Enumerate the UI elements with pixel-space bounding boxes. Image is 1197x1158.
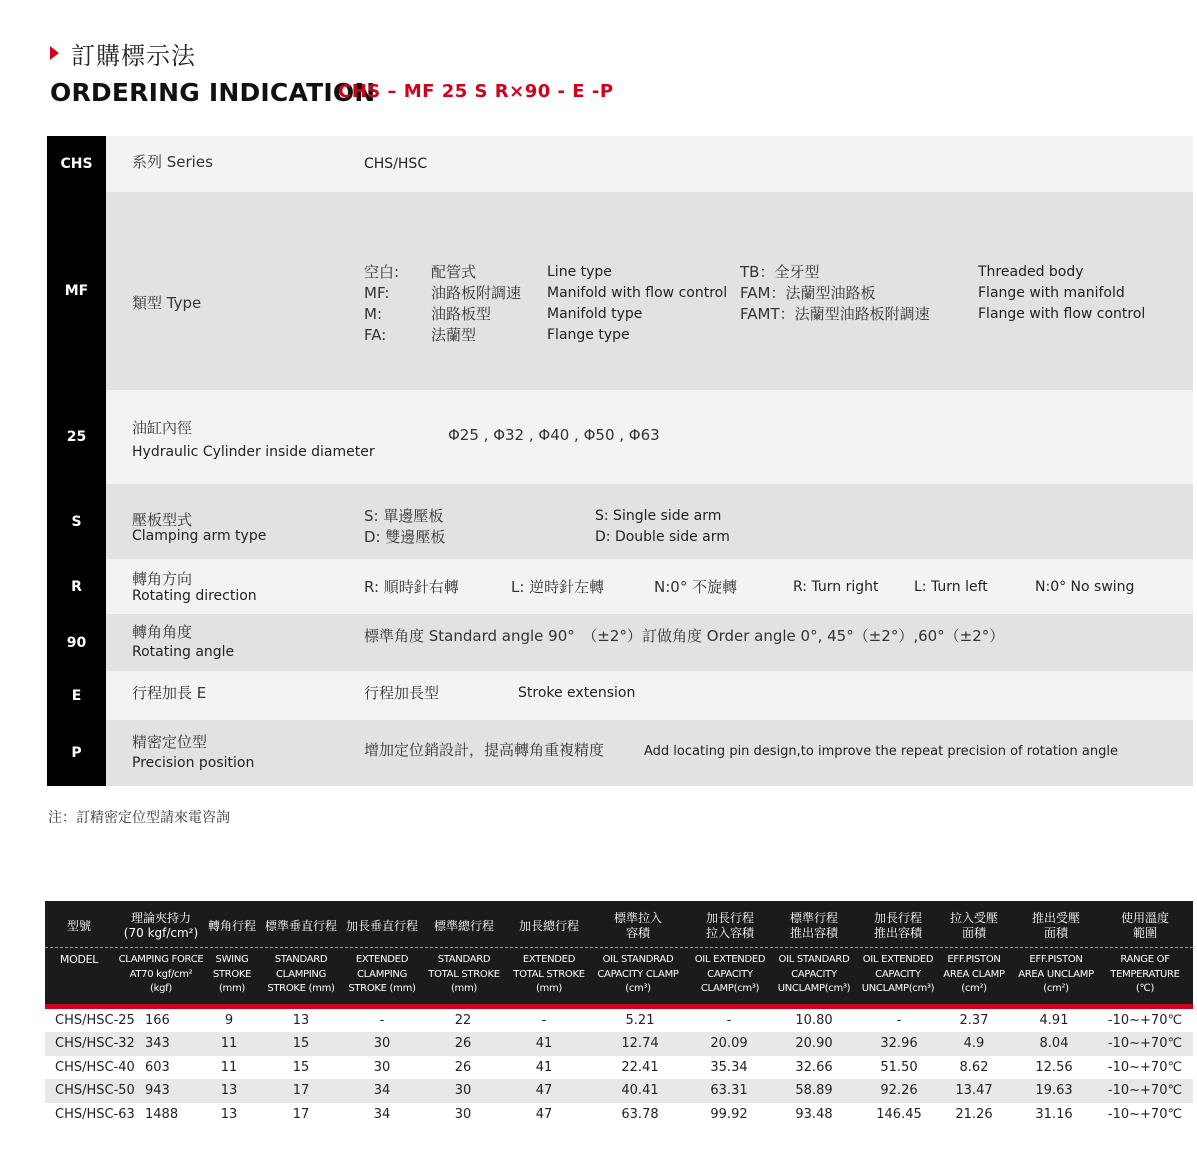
ordering-row-precision (47, 720, 1193, 786)
table-cell: 51.50 (880, 1059, 918, 1075)
row-label-cn: 轉角角度 (132, 623, 193, 641)
type-key: FA: (364, 326, 387, 344)
header-divider (45, 947, 1193, 948)
column-header-en: OIL STANDARD CAPACITY UNCLAMP(cm³) (777, 954, 851, 994)
page-title: ORDERING INDICATION (50, 78, 376, 107)
type-cn: 油路板型 (431, 305, 492, 323)
table-cell: 4.9 (963, 1036, 985, 1052)
type-key: 空白: (364, 263, 400, 281)
column-header-en: EFF.PISTON AREA UNCLAMP (cm²) (1018, 954, 1094, 994)
table-row (45, 1009, 1193, 1032)
model-cell: CHS/HSC-50 (55, 1083, 135, 1099)
row-code: MF (47, 192, 106, 390)
red-triangle-icon (50, 46, 59, 60)
table-cell: 12.74 (621, 1036, 659, 1052)
arm-en: S: Single side arm (595, 508, 722, 524)
table-cell: 146.45 (876, 1106, 922, 1122)
column-header-cn: 轉角行程 (207, 918, 256, 933)
table-cell: 58.89 (795, 1083, 833, 1099)
column-header-en: STANDARD CLAMPING STROKE (mm) (267, 954, 335, 994)
column-header-cn: 使用溫度 範圍 (1120, 911, 1169, 940)
type-cn: 配管式 (431, 263, 477, 281)
table-cell: 47 (535, 1083, 553, 1099)
table-cell: 943 (145, 1083, 170, 1099)
table-cell: 2.37 (959, 1013, 989, 1028)
column-header-en: SWING STROKE (mm) (212, 954, 252, 994)
table-cell: 8.62 (959, 1059, 989, 1075)
table-cell: 32.96 (880, 1036, 918, 1052)
table-cell: -10~+70℃ (1107, 1083, 1183, 1099)
row-code: P (47, 720, 106, 786)
row-code: CHS (47, 136, 106, 192)
table-cell: 11 (220, 1059, 238, 1075)
column-header-cn: 標準行程 推出容積 (789, 911, 838, 940)
table-cell: 26 (454, 1036, 472, 1052)
table-cell: 10.80 (795, 1013, 833, 1028)
column-header-cn: 加長行程 推出容積 (873, 911, 922, 940)
table-cell: - (896, 1013, 902, 1028)
table-cell: 5.21 (625, 1013, 655, 1028)
table-cell: - (541, 1013, 547, 1028)
table-cell: -10~+70℃ (1107, 1036, 1183, 1052)
model-cell: CHS/HSC-25 (55, 1013, 135, 1028)
row-label-en: Precision position (132, 755, 255, 771)
column-header-cn: 加長總行程 (518, 918, 579, 933)
type-en: Threaded body (978, 264, 1084, 280)
stroke-cn: 行程加長型 (364, 684, 440, 702)
table-cell: 47 (535, 1106, 553, 1122)
direction-option: R: Turn right (793, 579, 879, 595)
section-heading (50, 38, 196, 68)
table-cell: 41 (535, 1036, 553, 1052)
table-cell: - (379, 1013, 385, 1028)
table-cell: -10~+70℃ (1107, 1059, 1183, 1075)
ordering-row-stroke (47, 671, 1193, 720)
type-en: Manifold type (547, 306, 643, 322)
table-cell: -10~+70℃ (1107, 1013, 1183, 1028)
table-cell: 19.63 (1035, 1083, 1073, 1099)
type-cn: TB：全牙型 (740, 263, 820, 281)
table-cell: 17 (292, 1083, 310, 1099)
column-header-en: OIL EXTENDED CAPACITY CLAMP(cm³) (694, 954, 766, 994)
table-cell: -10~+70℃ (1107, 1106, 1183, 1122)
note-text: 注：訂精密定位型請來電咨詢 (48, 810, 230, 826)
table-cell: 99.92 (710, 1106, 748, 1122)
column-header-en: OIL STANDRAD CAPACITY CLAMP (cm³) (597, 954, 679, 994)
table-cell: 30 (454, 1106, 472, 1122)
table-row (45, 1103, 1193, 1126)
table-cell: 20.90 (795, 1036, 833, 1052)
column-header-en: EXTENDED TOTAL STROKE (mm) (513, 954, 585, 994)
type-key: M: (364, 305, 382, 323)
row-value: CHS/HSC (364, 156, 428, 172)
table-cell: 92.26 (880, 1083, 918, 1099)
table-cell: 30 (373, 1036, 391, 1052)
column-header-cn: 標準總行程 (433, 918, 494, 933)
table-cell: 17 (292, 1106, 310, 1122)
column-header-en: EFF.PISTON AREA CLAMP (cm²) (943, 954, 1005, 994)
type-cn: FAMT：法蘭型油路板附調速 (740, 305, 930, 323)
row-label-cn: 油缸內徑 (132, 419, 193, 437)
row-code: E (47, 671, 106, 720)
order-code: CHS – MF 25 S R×90 - E -P (338, 81, 614, 102)
row-label-en: Rotating angle (132, 644, 235, 660)
precision-cn: 增加定位銷設計，提高轉角重複精度 (364, 741, 605, 759)
table-cell: 8.04 (1039, 1036, 1069, 1052)
table-cell: 26 (454, 1059, 472, 1075)
ordering-row-direction (47, 559, 1193, 614)
type-en: Flange with flow control (978, 306, 1146, 322)
table-cell: 15 (292, 1059, 310, 1075)
section-title: 訂購標示法 (71, 41, 196, 70)
model-cell: CHS/HSC-40 (55, 1059, 135, 1075)
type-en: Flange type (547, 327, 630, 343)
column-header-en: OIL EXTENDED CAPACITY UNCLAMP(cm³) (861, 954, 935, 994)
column-header-en: RANGE OF TEMPERATURE (℃) (1110, 954, 1180, 994)
table-cell: 13 (220, 1106, 238, 1122)
column-header-cn: 型號 (66, 918, 91, 933)
row-code: S (47, 484, 106, 559)
row-label-cn: 精密定位型 (132, 733, 208, 751)
table-row (45, 1032, 1193, 1055)
table-cell: 34 (373, 1106, 391, 1122)
table-cell: 22.41 (621, 1059, 659, 1075)
table-cell: 63.78 (621, 1106, 659, 1122)
table-cell: 63.31 (710, 1083, 748, 1099)
direction-option: N:0° 不旋轉 (654, 578, 738, 596)
stroke-en: Stroke extension (518, 685, 636, 701)
type-cn: 法蘭型 (431, 326, 477, 344)
type-en: Flange with manifold (978, 285, 1125, 301)
ordering-row-arm-type (47, 484, 1193, 559)
arm-en: D: Double side arm (595, 529, 730, 545)
model-cell: CHS/HSC-63 (55, 1106, 135, 1122)
row-label: 行程加長 E (132, 684, 207, 702)
row-label-en: Rotating direction (132, 588, 257, 604)
spec-header (45, 901, 1193, 1004)
row-value: Φ25 , Φ32 , Φ40 , Φ50 , Φ63 (448, 426, 660, 444)
table-row (45, 1056, 1193, 1079)
direction-option: L: 逆時針左轉 (511, 578, 605, 596)
table-cell: 9 (224, 1013, 234, 1028)
column-header-cn: 加長行程 拉入容積 (705, 911, 754, 940)
table-cell: 13 (292, 1013, 310, 1028)
direction-option: L: Turn left (914, 579, 988, 595)
row-label: 系列 Series (132, 153, 213, 171)
order-angle: 訂做角度 Order angle 0°, 45°（±2°）,60°（±2°） (642, 627, 1005, 645)
row-code: 90 (47, 614, 106, 671)
type-cn: FAM：法蘭型油路板 (740, 284, 876, 302)
column-header-en: EXTENDED CLAMPING STROKE (mm) (348, 954, 416, 994)
table-cell: 12.56 (1035, 1059, 1073, 1075)
type-cn: 油路板附調速 (431, 284, 522, 302)
table-cell: 343 (145, 1036, 170, 1052)
table-cell: 30 (454, 1083, 472, 1099)
column-header-en: CLAMPING FORCE AT70 kgf/cm² (kgf) (118, 954, 204, 994)
table-cell: 1488 (145, 1106, 179, 1122)
row-label-en: Clamping arm type (132, 528, 267, 544)
column-header-cn: 拉入受壓 面積 (949, 911, 998, 940)
model-cell: CHS/HSC-32 (55, 1036, 135, 1052)
table-cell: 15 (292, 1036, 310, 1052)
column-header-cn: 標準拉入 容積 (613, 911, 662, 940)
table-cell: 31.16 (1035, 1106, 1073, 1122)
table-cell: 34 (373, 1083, 391, 1099)
row-label-cn: 壓板型式 (132, 511, 193, 529)
column-header-en: STANDARD TOTAL STROKE (mm) (428, 954, 500, 994)
ordering-row-type (47, 192, 1193, 390)
table-cell: 30 (373, 1059, 391, 1075)
direction-option: R: 順時針右轉 (364, 578, 459, 596)
table-cell: 603 (145, 1059, 170, 1075)
table-cell: 32.66 (795, 1059, 833, 1075)
row-label-en: Hydraulic Cylinder inside diameter (132, 444, 375, 460)
row-code: R (47, 559, 106, 614)
table-cell: 93.48 (795, 1106, 833, 1122)
table-cell: 13.47 (955, 1083, 993, 1099)
direction-option: N:0° No swing (1035, 579, 1135, 595)
ordering-row-angle (47, 614, 1193, 671)
column-header-en: MODEL (59, 953, 99, 966)
type-en: Manifold with flow control (547, 285, 728, 301)
table-cell: 40.41 (621, 1083, 659, 1099)
arm-cn: D: 雙邊壓板 (364, 528, 446, 546)
ordering-row-series (47, 136, 1193, 192)
ordering-row-bore (47, 390, 1193, 484)
column-header-cn: 標準垂直行程 (264, 918, 337, 933)
table-row (45, 1079, 1193, 1102)
table-cell: 11 (220, 1036, 238, 1052)
type-key: MF: (364, 284, 390, 302)
standard-angle: 標準角度 Standard angle 90° （±2°） (364, 627, 642, 645)
table-cell: 41 (535, 1059, 553, 1075)
table-cell: 35.34 (710, 1059, 748, 1075)
precision-en: Add locating pin design,to improve the repeat precision of rotation angle (644, 744, 1118, 759)
column-header-cn: 加長垂直行程 (345, 918, 418, 933)
row-code: 25 (47, 390, 106, 484)
table-cell: 22 (454, 1013, 472, 1028)
table-cell: 21.26 (955, 1106, 993, 1122)
table-cell: - (726, 1013, 732, 1028)
table-cell: 13 (220, 1083, 238, 1099)
row-label-cn: 轉角方向 (132, 570, 193, 588)
row-label: 類型 Type (132, 294, 202, 312)
column-header-cn: 理論夾持力 (70 kgf/cm²) (123, 911, 199, 940)
table-cell: 4.91 (1039, 1013, 1069, 1028)
type-en: Line type (547, 264, 612, 280)
column-header-cn: 推出受壓 面積 (1031, 911, 1080, 940)
table-cell: 166 (145, 1013, 170, 1028)
table-cell: 20.09 (710, 1036, 748, 1052)
arm-cn: S: 單邊壓板 (364, 507, 444, 525)
